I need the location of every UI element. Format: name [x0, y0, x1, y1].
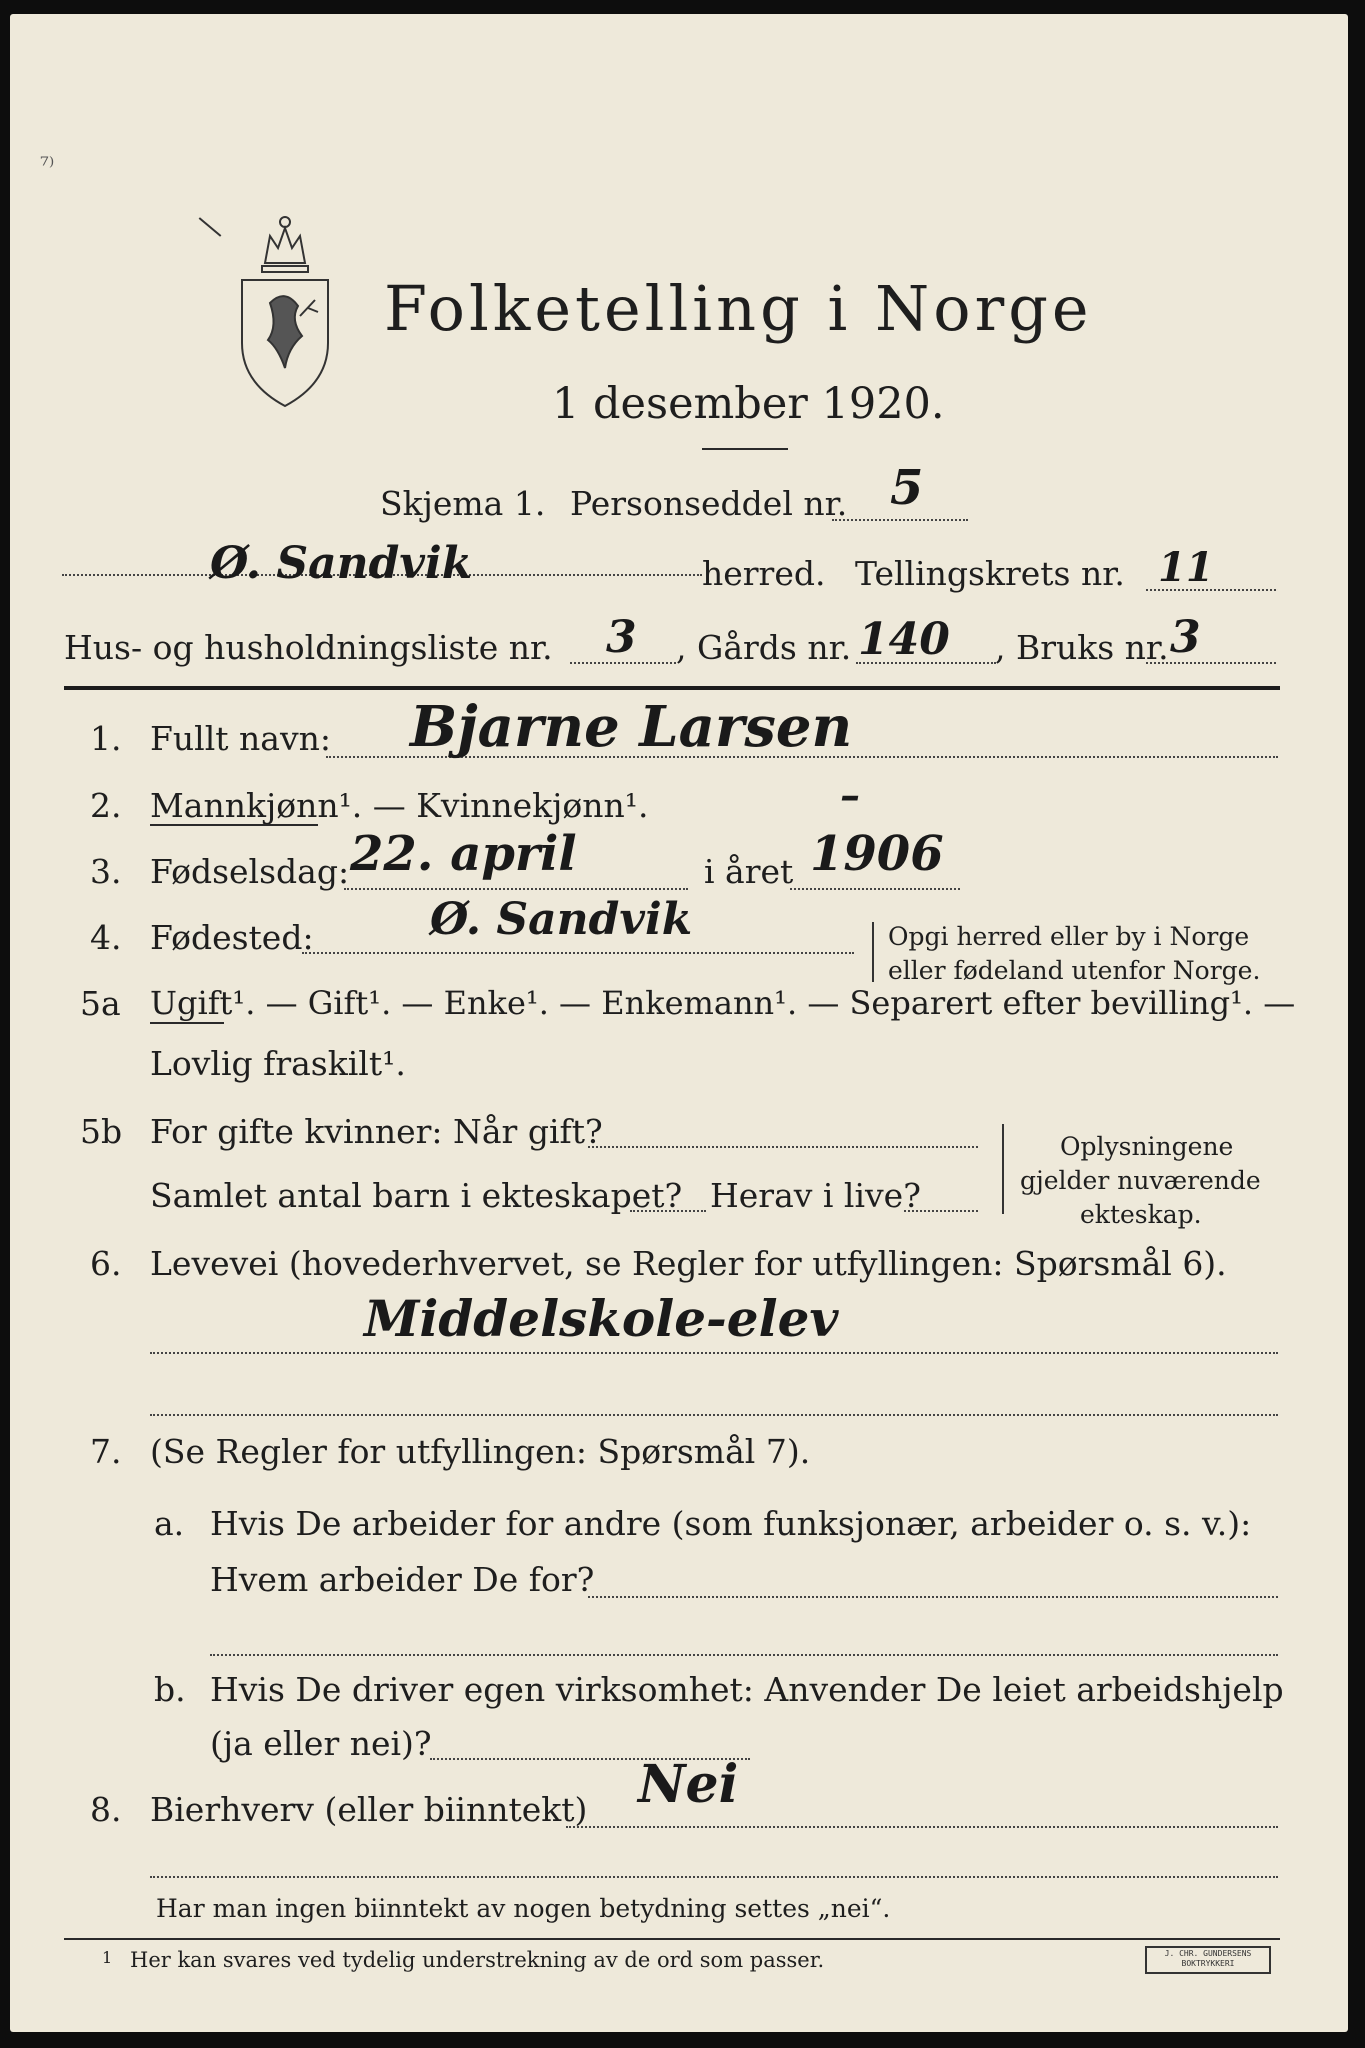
q4-number: 4.	[90, 918, 122, 957]
footnote-text: Her kan svares ved tydelig understrekning av de ord som passer.	[130, 1948, 825, 1972]
footnote-mark: 1	[102, 1948, 113, 1967]
q7a-answer-line2	[210, 1654, 1278, 1656]
printer-stamp: J. CHR. GUNDERSENS BOKTRYKKERI	[1145, 1946, 1271, 1974]
q4-line	[302, 952, 854, 954]
footnote-divider	[64, 1938, 1280, 1940]
herred-value[interactable]: Ø. Sandvik	[210, 538, 473, 589]
q4-label: Fødested:	[150, 918, 314, 957]
q3-year-line	[790, 888, 960, 890]
q3-value[interactable]: 22. april	[350, 826, 577, 882]
q2-label: Mannkjønn¹. — Kvinnekjønn¹.	[150, 786, 649, 825]
q6-number: 6.	[90, 1244, 122, 1283]
coat-of-arms-icon	[230, 208, 340, 413]
q5b-alive-line	[904, 1210, 978, 1212]
bruks-value[interactable]: 3	[1170, 612, 1201, 663]
q5b-married-line	[588, 1146, 978, 1148]
q7b-letter: b.	[154, 1670, 186, 1709]
q7a-letter: a.	[154, 1504, 185, 1543]
section-divider	[64, 686, 1280, 690]
q8-value[interactable]: Nei	[638, 1754, 739, 1815]
q3-label: Fødselsdag:	[150, 852, 350, 891]
q2-underline-mannkjonn	[150, 824, 318, 826]
q6-line2	[150, 1414, 1278, 1416]
gards-label: , Gårds nr.	[676, 628, 852, 667]
q4-value[interactable]: Ø. Sandvik	[430, 894, 693, 945]
skjema-label: Skjema 1.	[380, 484, 546, 523]
tellingskrets-value[interactable]: 11	[1158, 544, 1214, 591]
census-form-sheet	[10, 14, 1348, 2032]
title-divider	[702, 448, 788, 450]
q4-note-line1: Opgi herred eller by i Norge	[888, 922, 1250, 951]
q4-note-line2: eller fødeland utenfor Norge.	[888, 956, 1261, 985]
q8-label: Bierhverv (eller biinntekt)	[150, 1790, 588, 1829]
census-date: 1 desember 1920.	[552, 379, 945, 429]
q7b-line2: (ja eller nei)?	[210, 1724, 432, 1763]
q8-number: 8.	[90, 1790, 122, 1829]
q3-year-label: i året	[704, 852, 794, 891]
hus-value[interactable]: 3	[606, 612, 637, 663]
tellingskrets-label: Tellingskrets nr.	[855, 554, 1125, 593]
hus-label: Hus- og husholdningsliste nr.	[64, 628, 553, 667]
q1-number: 1.	[90, 719, 122, 758]
q8-line	[566, 1826, 1278, 1828]
q7-number: 7.	[90, 1432, 122, 1471]
q5a-line2: Lovlig fraskilt¹.	[150, 1044, 406, 1083]
q6-line1	[150, 1352, 1278, 1354]
q4-note-brace	[872, 922, 874, 982]
q2-mark[interactable]: –	[840, 772, 860, 819]
q3-year-value[interactable]: 1906	[810, 826, 944, 882]
q7a-line2: Hvem arbeider De for?	[210, 1560, 595, 1599]
q8-line2	[150, 1876, 1278, 1878]
personseddel-line	[832, 519, 968, 521]
corner-mark: ⁷⁾	[40, 154, 55, 179]
q5a-line1: Ugift¹. — Gift¹. — Enke¹. — Enkemann¹. — Separert efter bevilling¹. —	[150, 984, 1296, 1022]
q5b-children-line	[630, 1210, 706, 1212]
q5b-note-line1: Oplysningene	[1060, 1132, 1234, 1161]
bruks-line	[1146, 662, 1276, 664]
q5b-note-brace	[1002, 1124, 1004, 1214]
q7-label: (Se Regler for utfyllingen: Spørsmål 7).	[150, 1432, 811, 1471]
tick-mark	[199, 217, 222, 237]
q6-value[interactable]: Middelskole-elev	[364, 1289, 839, 1348]
q5a-underline-ugift	[150, 1022, 224, 1024]
q6-label: Levevei (hovederhvervet, se Regler for utfyllingen: Spørsmål 6).	[150, 1244, 1227, 1283]
personseddel-label: Personseddel nr.	[570, 484, 848, 523]
herred-label: herred.	[702, 554, 826, 593]
q1-value[interactable]: Bjarne Larsen	[410, 694, 853, 760]
footer-note: Har man ingen biinntekt av nogen betydning settes „nei“.	[156, 1894, 891, 1923]
bruks-label: , Bruks nr.	[995, 628, 1169, 667]
form-title: Folketelling i Norge	[384, 272, 1093, 345]
q3-number: 3.	[90, 852, 122, 891]
personseddel-value[interactable]: 5	[890, 460, 924, 516]
q2-number: 2.	[90, 786, 122, 825]
q5b-line1: For gifte kvinner: Når gift?	[150, 1112, 603, 1151]
q3-line	[344, 888, 688, 890]
q5b-number: 5b	[80, 1112, 123, 1151]
q7a-line1: Hvis De arbeider for andre (som funksjonær, arbeider o. s. v.):	[210, 1504, 1252, 1543]
gards-value[interactable]: 140	[858, 614, 950, 665]
q1-label: Fullt navn:	[150, 719, 331, 758]
q7a-answer-line	[588, 1596, 1278, 1598]
q5a-number: 5a	[80, 984, 121, 1023]
q5b-children-label: Samlet antal barn i ekteskapet?	[150, 1176, 683, 1215]
q5b-note-line2: gjelder nuværende	[1020, 1166, 1261, 1195]
q7b-line1: Hvis De driver egen virksomhet: Anvender De leiet arbeidshjelp	[210, 1670, 1284, 1709]
q5b-alive-label: Herav i live?	[710, 1176, 921, 1215]
q5b-note-line3: ekteskap.	[1080, 1200, 1202, 1229]
